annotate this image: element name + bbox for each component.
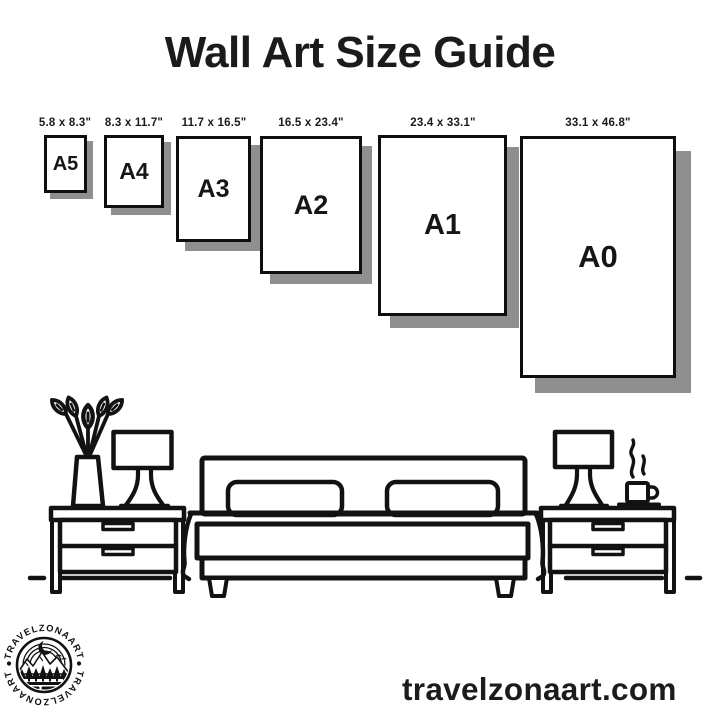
- size-frame-a0: [520, 136, 676, 378]
- frame-label-a3: A3: [197, 174, 230, 203]
- table-lamp-right-icon: [555, 432, 612, 506]
- cup-body: [627, 483, 648, 502]
- bed-foot-left: [209, 578, 227, 596]
- dimension-label-a0: 33.1 x 46.8": [565, 117, 631, 129]
- size-frame-a5: [44, 135, 87, 193]
- bed-foot-right: [496, 578, 514, 596]
- logo-dot-left: [7, 661, 11, 665]
- size-frame-a3: [176, 136, 251, 242]
- website-url: travelzonaart.com: [402, 671, 677, 707]
- size-frame-a1: [378, 135, 507, 316]
- steam-icon: [631, 440, 644, 477]
- dimension-label-a1: 23.4 x 33.1": [410, 117, 476, 129]
- frame-label-a5: A5: [52, 152, 79, 175]
- mattress: [197, 524, 528, 558]
- frame-label-a2: A2: [293, 189, 329, 220]
- logo-text-bottom: TRAVELZONAART: [2, 669, 86, 708]
- dimension-label-a3: 11.7 x 16.5": [181, 117, 247, 129]
- pillow-right: [387, 482, 498, 515]
- frame-label-a1: A1: [423, 209, 462, 241]
- logo-text-top: TRAVELZONAART: [2, 622, 86, 661]
- lamp-shade: [114, 432, 172, 468]
- frame-label-a4: A4: [119, 158, 149, 184]
- dimension-label-a4: 8.3 x 11.7": [104, 117, 164, 129]
- dimension-label-a5: 5.8 x 8.3": [38, 117, 92, 129]
- drawer-handle: [103, 549, 133, 555]
- page-title: Wall Art Size Guide: [164, 28, 556, 77]
- bed: [183, 458, 544, 596]
- size-frame-a4: [104, 135, 164, 208]
- frame-label-a0: A0: [578, 239, 618, 274]
- brand-logo: [0, 618, 92, 714]
- table-lamp-left-icon: [114, 432, 172, 506]
- drawer-handle: [593, 549, 623, 555]
- logo-dot-right: [77, 661, 81, 665]
- pillow-left: [228, 482, 342, 515]
- drawer-handle: [593, 524, 623, 530]
- bed-base: [202, 558, 525, 578]
- vase-body: [73, 457, 103, 506]
- drawer-handle: [103, 524, 133, 530]
- bedroom-illustration: [0, 378, 720, 603]
- size-frame-a2: [260, 136, 362, 274]
- lamp-shade: [555, 432, 612, 467]
- dimension-label-a2: 16.5 x 23.4": [278, 117, 344, 129]
- coffee-cup-icon: [619, 440, 659, 505]
